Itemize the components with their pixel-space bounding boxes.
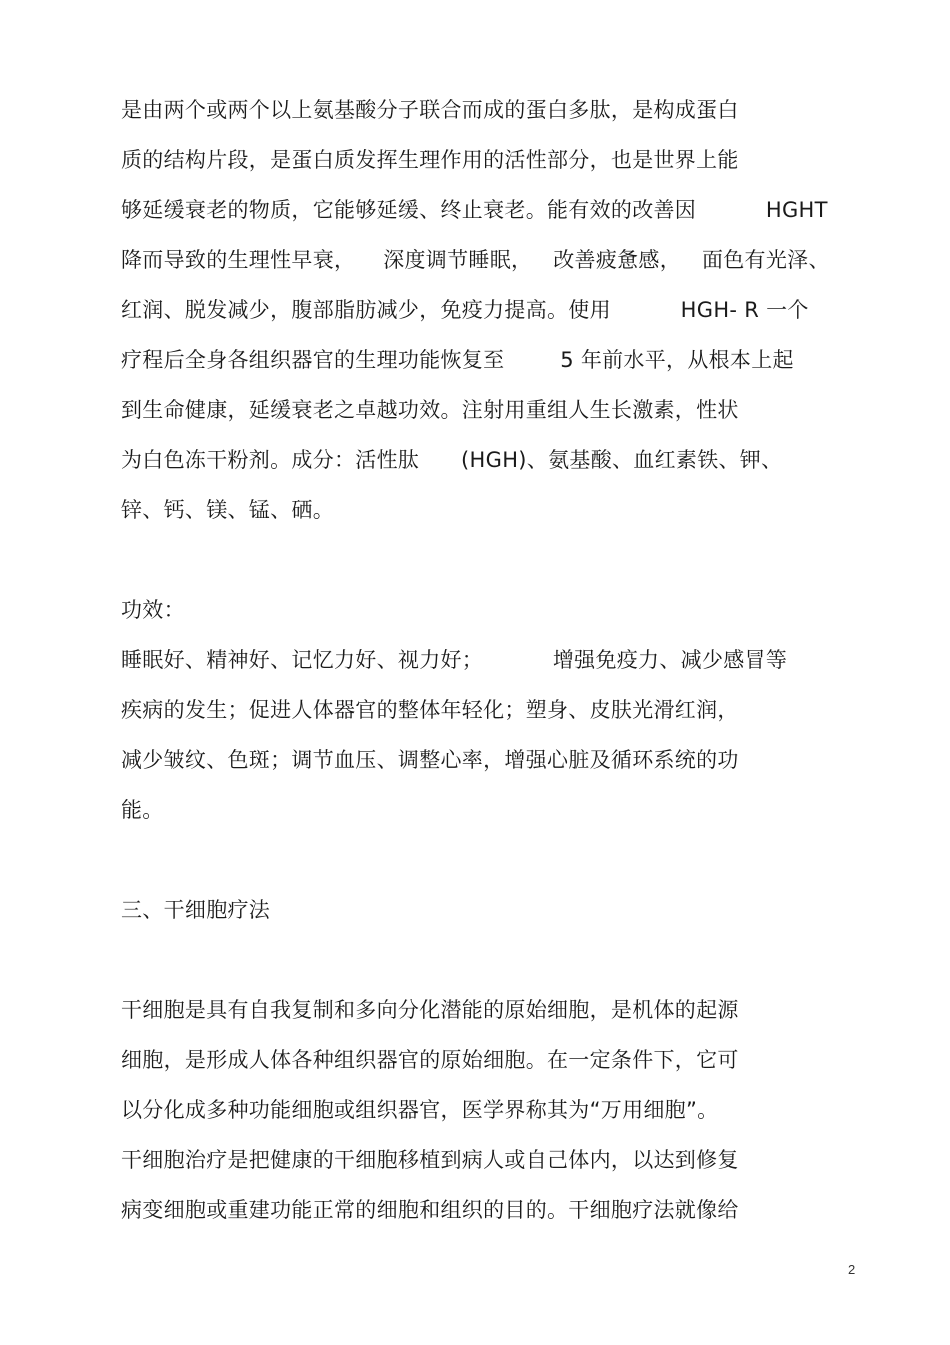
paragraph-3-line-3: 以分化成多种功能细胞或组织器官，医学界称其为“万用细胞”。 [121, 1098, 719, 1122]
paragraph-1-line-6: 疗程后全身各组织器官的生理功能恢复至 5 年前水平，从根本上起 [121, 348, 794, 372]
paragraph-2-line-2: 疾病的发生；促进人体器官的整体年轻化；塑身、皮肤光滑红润， [121, 698, 739, 722]
paragraph-3-line-1: 干细胞是具有自我复制和多向分化潜能的原始细胞，是机体的起源 [121, 998, 739, 1022]
paragraph-1-line-7: 到生命健康，延缓衰老之卓越功效。注射用重组人生长激素，性状 [121, 398, 739, 422]
paragraph-1-line-9: 锌、钙、镁、锰、硒。 [121, 498, 334, 522]
paragraph-3-line-2: 细胞，是形成人体各种组织器官的原始细胞。在一定条件下，它可 [121, 1048, 739, 1072]
section-heading: 三、干细胞疗法 [121, 898, 271, 922]
paragraph-1-line-5: 红润、脱发减少，腹部脂肪减少，免疫力提高。使用 HGH- R 一个 [121, 298, 809, 322]
paragraph-1-line-3: 够延缓衰老的物质，它能够延缓、终止衰老。能有效的改善因 HGHT [121, 198, 828, 222]
paragraph-3-line-5: 病变细胞或重建功能正常的细胞和组织的目的。干细胞疗法就像给 [121, 1198, 739, 1222]
paragraph-1-line-8: 为白色冻干粉剂。成分：活性肽 (HGH)、氨基酸、血红素铁、钾、 [121, 448, 783, 472]
effects-heading: 功效： [121, 598, 185, 622]
paragraph-3-line-4: 干细胞治疗是把健康的干细胞移植到病人或自己体内，以达到修复 [121, 1148, 739, 1172]
page-number: 2 [848, 1262, 856, 1277]
paragraph-2-line-3: 减少皱纹、色斑；调节血压、调整心率，增强心脏及循环系统的功 [121, 748, 739, 772]
paragraph-2-line-1: 睡眠好、精神好、记忆力好、视力好； 增强免疫力、减少感冒等 [121, 648, 788, 672]
paragraph-1-line-1: 是由两个或两个以上氨基酸分子联合而成的蛋白多肽，是构成蛋白 [121, 98, 739, 122]
paragraph-1-line-4: 降而导致的生理性早衰， 深度调节睡眠， 改善疲惫感， 面色有光泽、 [121, 248, 830, 272]
paragraph-1-line-2: 质的结构片段，是蛋白质发挥生理作用的活性部分，也是世界上能 [121, 148, 739, 172]
paragraph-2-line-4: 能。 [121, 798, 164, 822]
